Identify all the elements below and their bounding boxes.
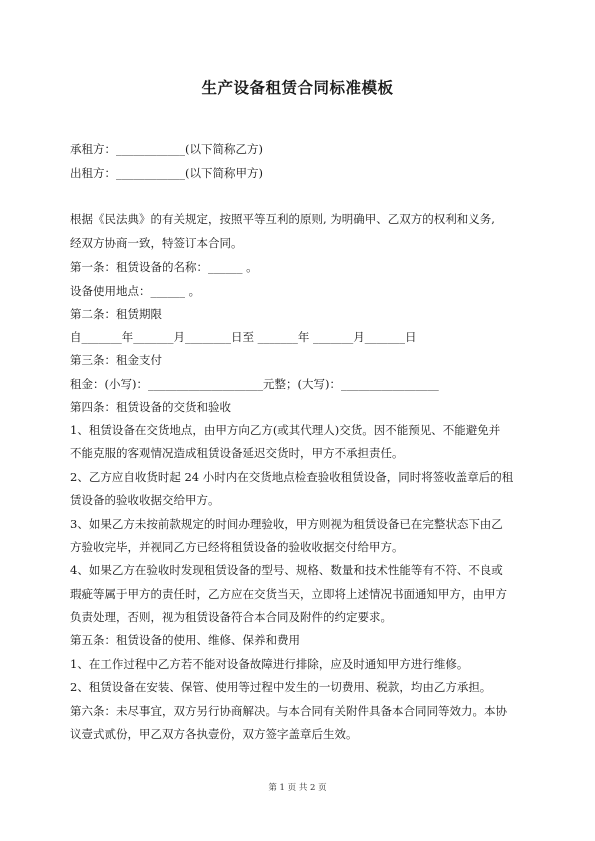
rent-amount-line: 租金：(小写)：____________________元整；(大写)：_________________ (70, 377, 439, 391)
article-4-heading: 第四条：租赁设备的交货和验收 (70, 400, 231, 414)
lessor-line: 出租方：____________(以下简称甲方) (70, 166, 263, 180)
clause-4-4-line-1: 4、如果乙方在验收时发现租赁设备的型号、规格、数量和技术性能等有不符、不良或 (70, 563, 503, 577)
article-5-heading: 第五条：租赁设备的使用、维修、保养和费用 (70, 633, 300, 647)
clause-4-4-line-3: 负责处理，否则，视为租赁设备符合本合同及附件的约定要求。 (70, 610, 392, 624)
lease-period-line: 自_______年_______月________日至 _______年 _______月_______日 (70, 330, 417, 344)
clause-4-1-line-2: 不能克服的客观情况造成租赁设备延迟交货时，甲方不承担责任。 (70, 446, 404, 460)
clause-4-1-line-1: 1、租赁设备在交货地点，由甲方向乙方(或其代理人)交货。因不能预见、不能避免并 (70, 423, 501, 437)
clause-4-3-line-1: 3、如果乙方未按前款规定的时间办理验收，甲方则视为租赁设备已在完整状态下由乙 (70, 517, 503, 531)
clause-4-2-line-2: 赁设备的验收收据交给甲方。 (70, 493, 220, 507)
page-number-footer: 第 1 页 共 2 页 (268, 783, 327, 793)
article-2-heading: 第二条：租赁期限 (70, 307, 162, 321)
article-6-line-1: 第六条：未尽事宜，双方另行协商解决。与本合同有关附件具备本合同同等效力。本协 (70, 704, 507, 718)
article-3-heading: 第三条：租金支付 (70, 353, 162, 367)
lessee-line: 承租方：____________(以下简称乙方) (70, 142, 263, 156)
clause-4-3-line-2: 方验收完毕，并视同乙方已经将租赁设备的验收收据交付给甲方。 (70, 540, 404, 554)
preamble-line-2: 经双方协商一致，特签订本合同。 (70, 236, 243, 250)
clause-4-4-line-2: 瑕疵等属于甲方的责任时，乙方应在交货当天，立即将上述情况书面通知甲方，由甲方 (70, 587, 507, 601)
clause-4-2-line-1: 2、乙方应自收货时起 24 小时内在交货地点检查验收租赁设备，同时将签收盖章后的租 (70, 470, 514, 484)
article-1-equipment-name: 第一条：租赁设备的名称：______ 。 (70, 260, 258, 274)
equipment-location-line: 设备使用地点：______ 。 (70, 284, 201, 298)
document-title: 生产设备租赁合同标准模板 (201, 79, 394, 97)
article-6-line-2: 议壹式贰份，甲乙双方各执壹份，双方签字盖章后生效。 (70, 727, 358, 741)
preamble-line-1: 根据《民法典》的有关规定，按照平等互利的原则, 为明确甲、乙双方的权利和义务, (70, 212, 495, 226)
clause-5-2-line: 2、租赁设备在安装、保管、使用等过程中发生的一切费用、税款，均由乙方承担。 (70, 680, 492, 694)
clause-5-1-line: 1、在工作过程中乙方若不能对设备故障进行排除，应及时通知甲方进行维修。 (70, 657, 469, 671)
